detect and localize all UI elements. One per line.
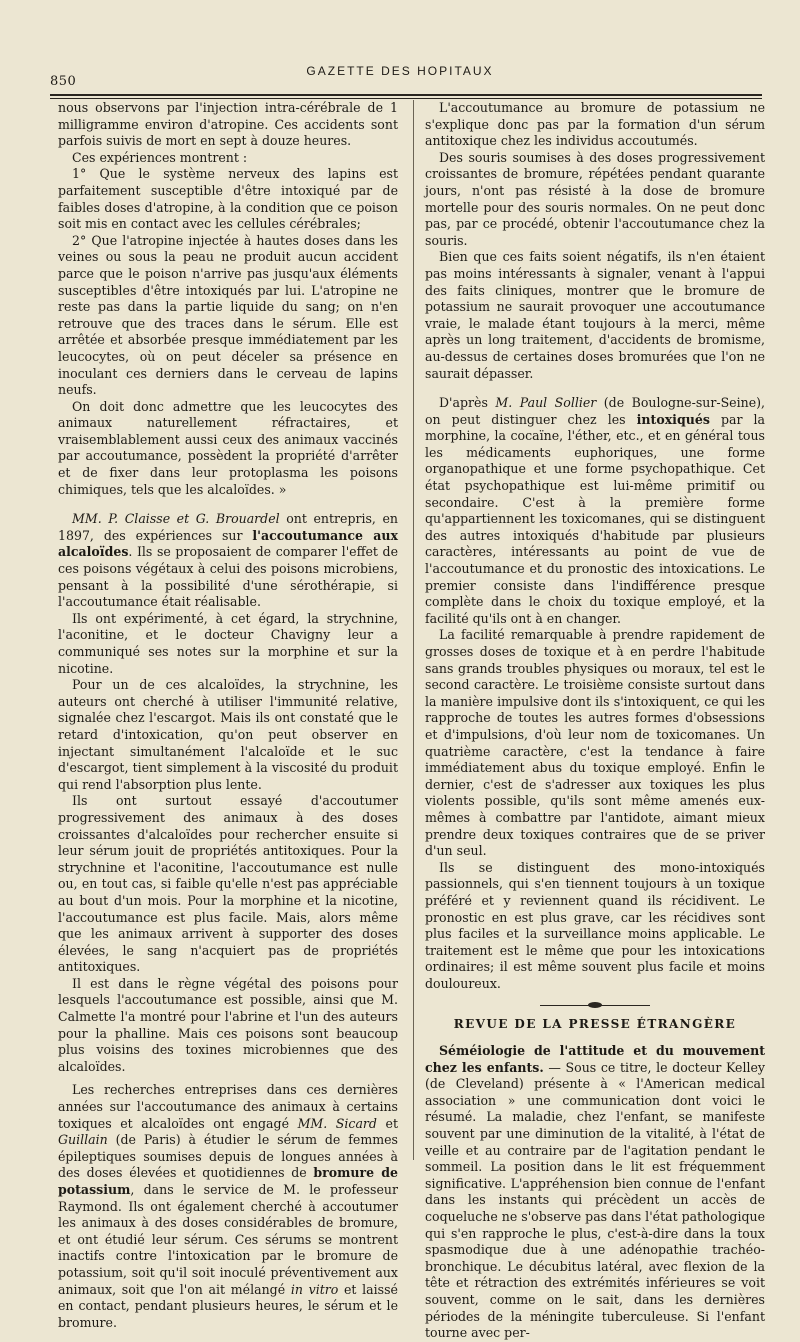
text-run: ont entrepris, en 1897, des expériences sur — [58, 511, 398, 543]
paragraph — [58, 511, 398, 611]
header-rule — [50, 94, 762, 99]
paragraph: Bien que ces faits soient négatifs, ils n'en étaient pas moins intéressants à signaler, venant à l'appui des faits cliniques, montrer que le bromure de potassium ne saurait provoquer une accoutumance vraie, le malade étant toujours à la merci, même après un long traitement, d'accidents de bromisme, au-dessus de certaines doses bromurées que l'on ne saurait dépasser. — [425, 249, 765, 381]
paragraph: Pour un de ces alcaloïdes, la strychnine, les auteurs ont cherché à utiliser l'immunité relative, signalée chez l'escargot. Mais ils ont constaté que le retard d'intoxication, qu'on peut observer en injectant simultanément l'alcaloïde et le suc d'escargot, tient simplement à la viscosité du produit qui rend l'absorption plus lente. — [58, 677, 398, 792]
text-run: et laissé en contact, pendant plusieurs heures, le sérum et le bromure. — [58, 1281, 398, 1330]
paragraph: Ils ont expérimenté, à cet égard, la strychnine, l'aconitine, et le docteur Chavigny leur a communiqué ses notes sur la morphine et sur la nicotine. — [58, 610, 398, 676]
author-names: Guillain — [58, 1132, 108, 1148]
paragraph: Il est dans le règne végétal des poisons pour lesquels l'accoutumance est possible, ainsi que M. Calmette l'a montré pour l'abrine et l'un des auteurs pour la phalline. Mais ces poisons sont beaucoup plus voisins des toxines microbiennes que des alcaloïdes. — [58, 975, 398, 1074]
paragraph: 1° Que le système nerveux des lapins est parfaitement susceptible d'être intoxiqué par de faibles doses d'atropine, à la condition que ce poison soit mis en contact avec les cellules cérébrales; — [58, 166, 398, 232]
italic-term: in vitro — [290, 1281, 339, 1297]
bold-term: intoxiqués — [636, 411, 710, 427]
section-title: REVUE DE LA PRESSE ÉTRANGÈRE — [453, 1017, 737, 1032]
paragraph — [425, 1043, 765, 1342]
text-run: (de Boulogne-sur-Seine), on peut distinguer chez les — [425, 395, 766, 427]
article-title: Séméiologie de l'attitude et du mouvement chez les enfants. — [425, 1043, 765, 1075]
paragraph — [58, 1082, 398, 1331]
column-divider — [413, 100, 414, 1160]
right-column — [425, 100, 765, 1342]
text-run: , dans le service de M. le professeur Raymond. Ils ont également cherché à accoutumer les animaux à des doses considérables de bromure, et ont étudié leur sérum. Ces sérums se montrent inactifs contre l'intoxication par le bromure de potassium, soit qu'il soit inoculé préventivement aux animaux, soit que l'on ait mélangé — [58, 1182, 398, 1297]
paragraph: 2° Que l'atropine injectée à hautes doses dans les veines ou sous la peau ne produit aucun accident parce que le poison n'arrive pas jusqu'aux éléments susceptibles d'être intoxiqués par lui. L'atropine ne reste pas dans la partie liquide du sang; on n'en retrouve que des traces dans le sérum. Elle est arrêtée et absorbée presque immédiatement par les leucocytes, où on peut déceler sa présence en inoculant ces derniers dans le cerveau de lapins neufs. — [58, 232, 398, 398]
author-names: M. Paul Sollier — [495, 395, 597, 411]
running-title: GAZETTE DES HOPITAUX — [306, 64, 494, 78]
text-run: . Ils se proposaient de comparer l'effet de ces poisons végétaux à celui des poisons microbiens, pensant à la possibilité d'une sérothérapie, si l'accoutumance était réalisable. — [58, 544, 398, 610]
paragraph — [425, 395, 765, 627]
text-run: — Sous ce titre, le docteur Kelley (de Cleveland) présente à « l'American medical association » une communication dont voici le résumé. La maladie, chez l'enfant, se manifeste souvent par une diminution de la vitalité, à l'état de veille et au contraire par de l'agitation pendant le sommeil. La position dans le lit est fréquemment significative. L'appréhension bien connue de l'enfant dans les instants qui précèdent un accès de coqueluche ne s'observe pas dans l'état pathologique qui s'en rapproche le plus, c'est-à-dire dans la toux spasmodique due à une adénopathie trachéo-bronchique. Le décubitus latéral, avec flexion de la tête et rétraction des extrémités inférieures se voit souvent, comme on le sait, dans les dernières périodes de la méningite tuberculeuse. Si l'enfant tourne avec per- — [425, 1059, 765, 1341]
bold-term: bromure de potassium — [58, 1165, 398, 1197]
paragraph: Ils se distinguent des mono-intoxiqués passionnels, qui s'en tiennent toujours à un toxique préféré et y reviennent quand ils récidivent. Le pronostic en est plus grave, car les récidives sont plus faciles et la surveillance moins applicable. Le traitement est le même que pour les intoxications ordinaires; il est même souvent plus facile et moins douloureux. — [425, 859, 765, 991]
paragraph: Ces expériences montrent : — [72, 149, 248, 165]
text-run: Les recherches entreprises dans ces dernières années sur l'accoutumance des animaux à certains toxiques et alcaloïdes ont engagé — [58, 1082, 398, 1131]
paragraph: L'accoutumance au bromure de potassium ne s'explique donc pas par la formation d'un sérum antitoxique chez les individus accoutumés. — [425, 100, 765, 149]
text-run: et — [376, 1115, 398, 1131]
text-run: par la morphine, la cocaïne, l'éther, etc., et en général tous les médicaments euphoriques, une forme organopathique et une forme psychopathique. Cet état psychopathique est lui-même primitif ou secondaire. C'est à la première forme qu'appartiennent les toxicomanes, qui se distinguent des autres intoxiqués d'habitude par plusieurs caractères, intéressants au point de vue de l'accoutumance et du pronostic des intoxications. Le premier consiste dans l'indifférence presque complète dans le choix du toxique employé, et la facilité qu'ils ont à en changer. — [425, 411, 765, 626]
paragraph: Ils ont surtout essayé d'accoutumer progressivement des animaux à des doses croissantes d'alcaloïdes pour rechercher ensuite si leur sérum jouit de propriétés antitoxiques. Pour la strychnine et l'aconitine, l'accoutumance est nulle ou, en tout cas, si faible qu'elle n'est pas appréciable au bout d'un mois. Pour la morphine et la nicotine, l'accoutumance est plus facile. Mais, alors même que les animaux arrivent à supporter des doses élevées, le sang n'acquiert pas de propriétés antitoxiques. — [58, 793, 398, 975]
paragraph: On doit donc admettre que les leucocytes des animaux naturellement réfractaires, et vraisemblablement aussi ceux des animaux vaccinés par accoutumance, possèdent la propriété d'arrêter et de fixer dans leur protoplasma les poisons chimiques, tels que les alcaloïdes. » — [58, 398, 398, 497]
left-column — [58, 100, 398, 1331]
paragraph: Des souris soumises à des doses progressivement croissantes de bromure, répétées pendant quarante jours, n'ont pas résisté à la dose de bromure mortelle pour des souris normales. On ne peut donc pas, par ce procédé, obtenir l'accoutumance chez la souris. — [425, 149, 765, 248]
paragraph: nous observons par l'injection intra-cérébrale de 1 milligramme environ d'atropine. Ces accidents sont parfois suivis de mort en sept à douze heures. — [58, 100, 398, 149]
text-run: D'après — [439, 395, 496, 411]
bold-term: l'accoutumance aux alcaloïdes — [58, 527, 398, 560]
section-ornament — [540, 1002, 650, 1010]
author-names: MM. Sicard — [297, 1115, 377, 1131]
page-number: 850 — [50, 74, 77, 89]
author-names: MM. P. Claisse et G. Brouardel — [72, 511, 280, 527]
text-run: (de Paris) à étudier le sérum de femmes épileptiques soumises depuis de longues années à des doses élevées et quotidiennes de — [58, 1132, 398, 1181]
paragraph: La facilité remarquable à prendre rapidement de grosses doses de toxique et à en perdre l'habitude sans grands troubles physiques ou moraux, tel est le second caractère. Le troisième consiste surtout dans la manière impulsive dont ils s'intoxiquent, ce qui les rapproche de toutes les autres formes d'obsessions et d'impulsions, d'où leur nom de toxicomanes. Un quatrième caractère, c'est la tendance à faire immédiatement abus du toxique employé. Enfin le dernier, c'est de s'adresser aux toxiques les plus violents possible, qu'ils sont même amenés eux-mêmes à combattre par l'antidote, aimant mieux prendre deux toxiques contraires que de se priver d'un seul. — [425, 627, 765, 859]
